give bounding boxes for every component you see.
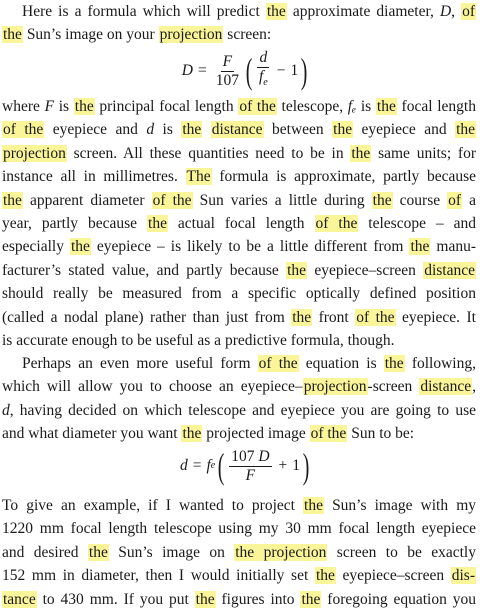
text-run: screen to be exactly: [327, 543, 476, 561]
eq-symbol: 1: [290, 62, 299, 80]
eq-symbol: =: [192, 457, 202, 475]
paragraph-3: [2, 352, 476, 446]
highlighted-text: the: [292, 308, 312, 326]
eq-symbol: 107: [215, 71, 239, 89]
text-run: a: [462, 191, 476, 209]
text-line: [2, 329, 476, 352]
text-line: [2, 23, 476, 46]
text-run: which will allow you to choose an eyepiece–: [2, 378, 303, 396]
text-run: screen:: [223, 26, 272, 44]
highlighted-text: of the: [315, 214, 358, 232]
text-run: Sun’s image with my: [323, 497, 477, 514]
math-variable: d: [2, 401, 10, 419]
text-line: [2, 165, 476, 188]
highlighted-text: of the: [310, 425, 347, 443]
highlighted-text: the: [88, 543, 108, 561]
text-line: [2, 306, 476, 329]
right-paren: ): [302, 446, 310, 486]
text-run: eyepiece. It: [395, 308, 476, 326]
text-run: To give an example, if I wanted to project: [2, 497, 304, 514]
paragraph-2: [2, 95, 476, 352]
highlighted-text: of the: [3, 121, 44, 139]
paragraph-4: [2, 494, 476, 611]
text-run: manu-: [430, 238, 476, 256]
highlighted-text: the: [351, 144, 371, 162]
text-run: eyepiece – is likely to be a little different from: [90, 238, 410, 256]
highlighted-text: of: [462, 3, 475, 20]
paragraph-1: [2, 0, 476, 47]
equation-distance: [0, 443, 492, 489]
highlighted-text: the: [304, 497, 323, 514]
highlighted-text: the: [3, 26, 22, 44]
highlighted-text: the: [376, 98, 396, 115]
text-run: eyepiece–screen: [307, 261, 424, 279]
text-run: actual focal length: [167, 214, 315, 232]
text-run: projected image: [202, 425, 310, 443]
text-line: [2, 588, 476, 611]
text-run: eyepiece and: [44, 121, 147, 139]
highlighted-text: the: [3, 191, 22, 209]
highlighted-text: the: [182, 121, 202, 139]
math-variable: d: [146, 121, 155, 139]
highlighted-text: the: [74, 98, 94, 115]
text-run: telescope,: [276, 98, 348, 115]
text-line: [2, 142, 476, 165]
text-run: is accurate enough to be useful as a predictive formula, though.: [2, 331, 395, 349]
text-run: 1220 mm focal length telescope using my 30 mm focal length eyepiece: [2, 520, 476, 538]
left-paren: (: [217, 446, 225, 486]
highlighted-text: of the: [152, 191, 192, 209]
eq-symbol: +: [278, 457, 288, 475]
highlighted-text: the: [410, 238, 430, 256]
text-run: following,: [404, 355, 476, 372]
text-run: is: [356, 98, 376, 115]
text-run: Sun to be:: [347, 425, 415, 443]
highlighted-text: distance: [420, 378, 472, 396]
text-run: Sun’s image on your: [22, 26, 159, 44]
text-run: screen. All these quantities need to be in: [66, 144, 351, 162]
highlighted-text: the: [456, 121, 476, 139]
eq-symbol: D: [258, 447, 270, 465]
text-line: [2, 118, 476, 141]
eq-symbol: f: [206, 457, 211, 475]
highlighted-text: the: [384, 355, 404, 372]
highlighted-text: the: [70, 238, 90, 256]
text-run: [202, 121, 210, 138]
text-run: equation is: [298, 355, 384, 372]
text-run: Sun’s image on: [108, 543, 235, 561]
eq-symbol: 1: [292, 457, 301, 475]
highlighted-text: of the: [356, 308, 395, 326]
eq-symbol: 107: [231, 447, 255, 465]
text-run: facturer’s stated value, and partly because: [2, 261, 287, 279]
eq-symbol: D: [181, 62, 193, 80]
highlighted-text: of the: [239, 98, 276, 115]
eq-symbol: e: [210, 460, 216, 472]
text-run: course: [392, 191, 448, 209]
text-run: figures into: [215, 590, 301, 608]
highlighted-text: The: [186, 168, 211, 186]
text-run: especially: [2, 238, 70, 256]
math-variable: D: [439, 3, 452, 20]
text-run: is: [154, 121, 182, 139]
text-run: year, partly because: [2, 214, 148, 232]
text-run: principal focal length: [94, 98, 239, 115]
highlighted-text: the projection: [235, 543, 327, 561]
text-run: (called a nodal plane) rather than just from: [2, 308, 292, 326]
text-line: [2, 494, 476, 517]
eq-symbol: −: [276, 62, 286, 80]
text-run: Here is a formula which will predict: [22, 3, 266, 20]
left-paren: (: [245, 51, 253, 91]
text-run: and desired: [2, 543, 88, 561]
text-run: approximate diameter,: [286, 3, 440, 20]
highlighted-text: the: [148, 214, 167, 232]
fraction: [214, 53, 241, 90]
text-line: [2, 517, 476, 540]
text-run: focal length: [396, 98, 476, 115]
highlighted-text: the: [287, 261, 307, 279]
text-run: eyepiece and: [353, 121, 456, 139]
math-variable: fₑ: [347, 98, 357, 115]
text-line: [2, 259, 476, 282]
math-variable: F: [44, 98, 55, 115]
highlighted-text: the: [301, 590, 321, 608]
text-run: should really be measured from a specific optically defined position: [2, 285, 476, 303]
eq-symbol: e: [263, 77, 268, 89]
highlighted-text: the: [315, 567, 335, 585]
text-run: is: [54, 98, 74, 115]
highlighted-text: projection: [3, 144, 66, 162]
eq-symbol: =: [197, 62, 207, 80]
eq-symbol: F: [245, 466, 256, 484]
text-run: , having decided on which telescope and eyepiece you are going to use: [9, 401, 476, 419]
highlighted-text: dis-: [451, 567, 475, 585]
text-line: [2, 399, 476, 422]
highlighted-text: the: [182, 425, 202, 443]
text-run: where: [2, 98, 45, 115]
eq-symbol: f: [258, 68, 264, 86]
text-line: [2, 375, 476, 398]
highlighted-text: the: [372, 191, 392, 209]
text-run: ,: [451, 3, 462, 20]
text-run: front: [312, 308, 356, 326]
highlighted-text: projection: [303, 378, 367, 396]
text-run: same units; for: [371, 144, 476, 162]
text-line: [2, 212, 476, 235]
highlighted-text: tance: [3, 590, 36, 608]
eq-symbol: d: [259, 49, 268, 67]
highlighted-text: the: [333, 121, 353, 139]
text-line: [2, 282, 476, 305]
highlighted-text: of the: [258, 355, 298, 372]
text-line: [2, 235, 476, 258]
highlighted-text: distance: [211, 121, 263, 139]
right-paren: ): [300, 51, 308, 91]
text-line: [2, 189, 476, 212]
text-run: apparent diameter: [22, 191, 152, 209]
text-run: eyepiece–screen: [335, 567, 451, 585]
eq-symbol: d: [179, 457, 188, 475]
text-run: -screen: [367, 378, 420, 396]
equation-diameter: [0, 48, 492, 94]
text-run: ,: [472, 378, 476, 396]
text-run: foregoing equation you: [321, 590, 476, 608]
highlighted-text: projection: [159, 26, 223, 44]
text-run: instance all in millimetres.: [2, 168, 186, 186]
highlighted-text: the: [266, 3, 286, 20]
text-run: and what diameter you want: [2, 425, 182, 443]
text-line: [2, 352, 476, 375]
text-run: 152 mm in diameter, then I would initially set: [2, 567, 315, 585]
text-run: Perhaps an even more useful form: [22, 355, 258, 372]
fraction: [229, 448, 271, 485]
highlighted-text: distance: [424, 261, 475, 279]
text-run: between: [263, 121, 333, 139]
fraction: [257, 49, 270, 92]
highlighted-text: the: [195, 590, 215, 608]
eq-symbol: F: [222, 52, 233, 70]
text-run: telescope – and: [358, 214, 476, 232]
highlighted-text: of: [448, 191, 462, 209]
text-run: to 430 mm. If you put: [36, 590, 195, 608]
text-line: [2, 95, 476, 118]
text-run: Sun varies a little during: [192, 191, 372, 209]
text-run: formula is approximate, partly because: [211, 168, 476, 186]
text-line: [2, 0, 476, 23]
text-line: [2, 541, 476, 564]
